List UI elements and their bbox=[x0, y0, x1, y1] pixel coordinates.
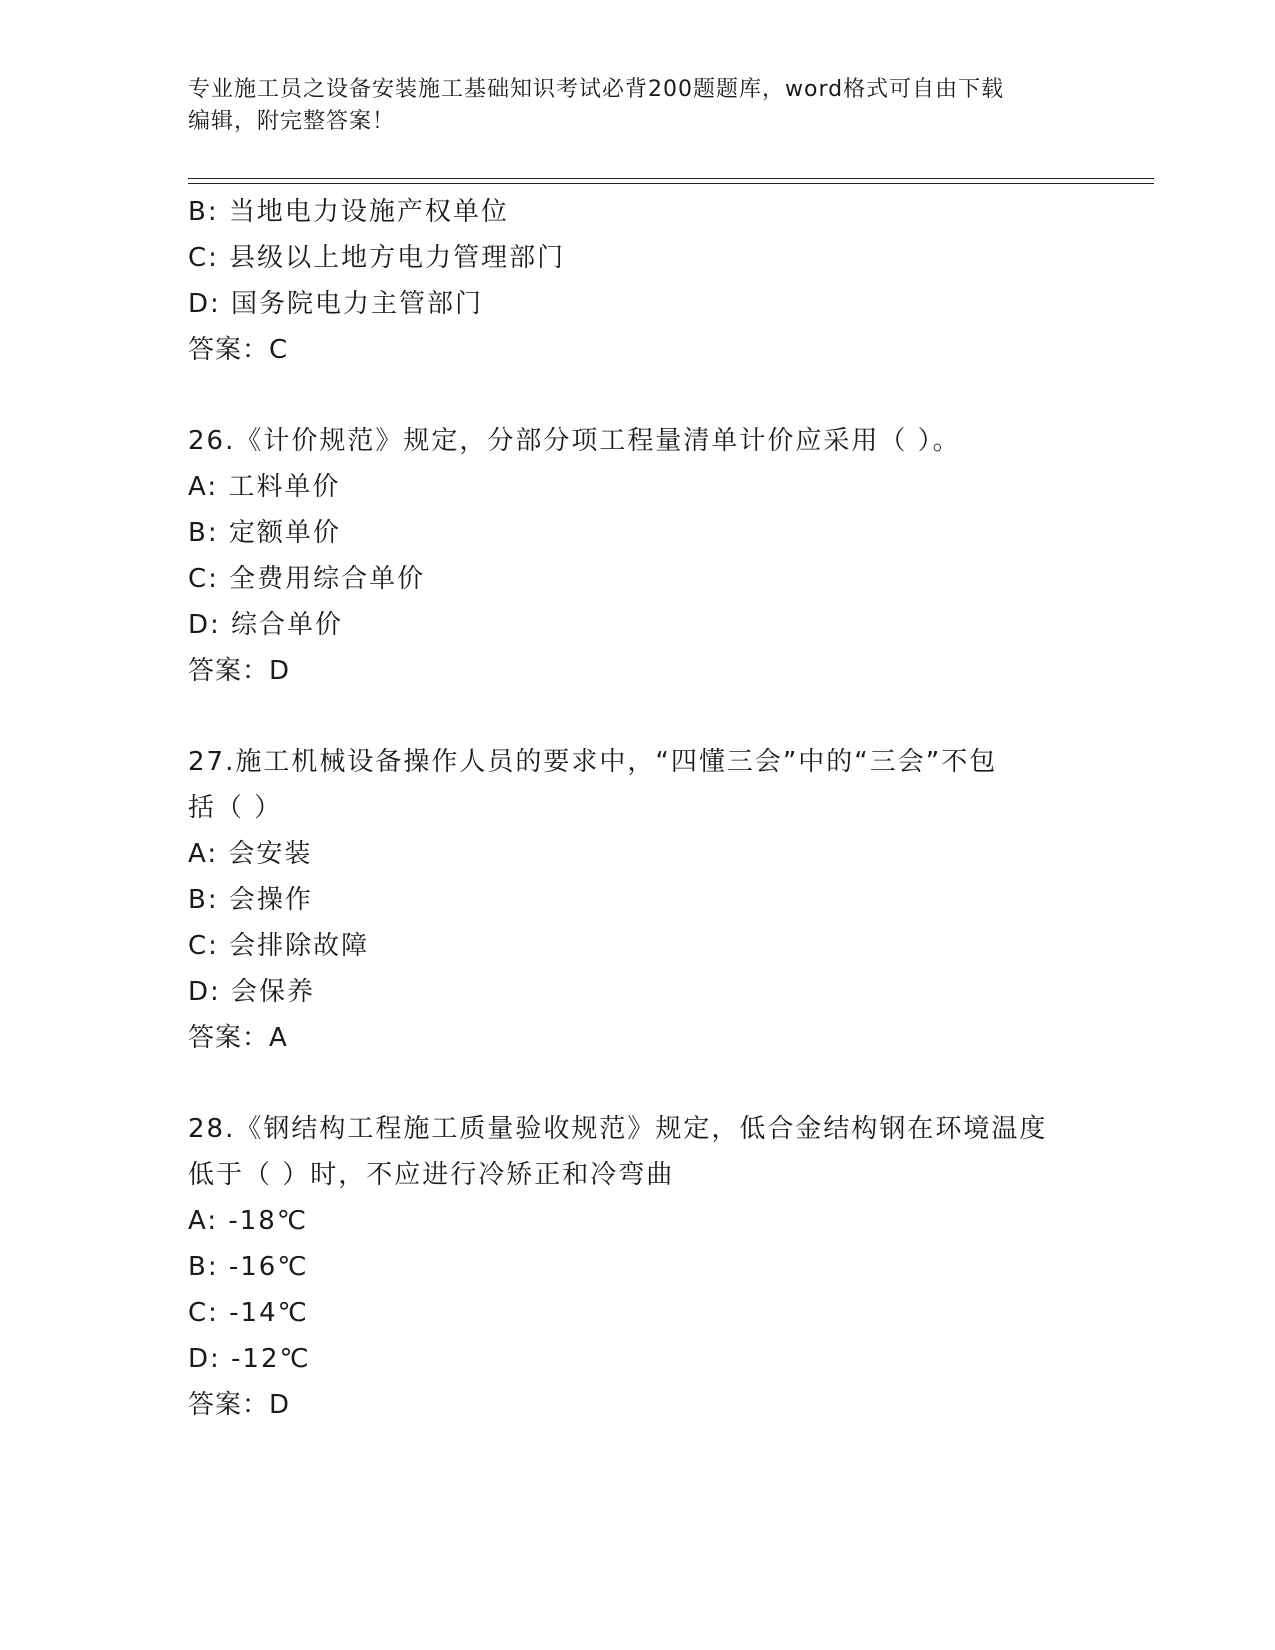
option-b: B: -16℃ bbox=[188, 1252, 309, 1282]
question-27 bbox=[188, 739, 1088, 1061]
option-d: D: 综合单价 bbox=[188, 610, 344, 640]
question-28 bbox=[188, 1106, 1088, 1428]
question-text-line-2: 括（ ） bbox=[188, 793, 283, 823]
option-c: C: 全费用综合单价 bbox=[188, 564, 426, 594]
spacer bbox=[188, 373, 1088, 418]
question-26 bbox=[188, 418, 1088, 694]
question-list bbox=[188, 189, 1088, 1428]
option-a: A: -18℃ bbox=[188, 1206, 309, 1236]
question-text-line-1: 27.施工机械设备操作人员的要求中，“四懂三会”中的“三会”不包 bbox=[188, 747, 998, 777]
question-text: 26.《计价规范》规定，分部分项工程量清单计价应采用（ ）。 bbox=[188, 426, 961, 456]
spacer bbox=[188, 694, 1088, 739]
option-d: D: 国务院电力主管部门 bbox=[188, 289, 484, 319]
option-c: C: -14℃ bbox=[188, 1298, 309, 1328]
option-c: C: 会排除故障 bbox=[188, 931, 370, 961]
header-line-2: 编辑，附完整答案！ bbox=[188, 109, 396, 134]
document-header bbox=[188, 74, 1088, 138]
answer: 答案：C bbox=[188, 335, 289, 365]
option-b: B: 当地电力设施产权单位 bbox=[188, 197, 509, 227]
spacer bbox=[188, 1061, 1088, 1106]
answer: 答案：D bbox=[188, 656, 291, 686]
header-divider-bottom bbox=[188, 183, 1154, 184]
header-line-1: 专业施工员之设备安装施工基础知识考试必背200题题库，word格式可自由下载 bbox=[188, 77, 1005, 102]
answer: 答案：D bbox=[188, 1390, 291, 1420]
option-d: D: -12℃ bbox=[188, 1344, 311, 1374]
option-b: B: 定额单价 bbox=[188, 518, 341, 548]
option-b: B: 会操作 bbox=[188, 885, 313, 915]
answer: 答案：A bbox=[188, 1023, 288, 1053]
option-d: D: 会保养 bbox=[188, 977, 316, 1007]
option-a: A: 会安装 bbox=[188, 839, 313, 869]
question-25 bbox=[188, 189, 1088, 373]
option-a: A: 工料单价 bbox=[188, 472, 341, 502]
option-c: C: 县级以上地方电力管理部门 bbox=[188, 243, 566, 273]
header-divider-top bbox=[188, 178, 1154, 179]
question-text-line-1: 28.《钢结构工程施工质量验收规范》规定，低合金结构钢在环境温度 bbox=[188, 1114, 1048, 1144]
question-text-line-2: 低于（ ）时，不应进行冷矫正和冷弯曲 bbox=[188, 1160, 675, 1190]
